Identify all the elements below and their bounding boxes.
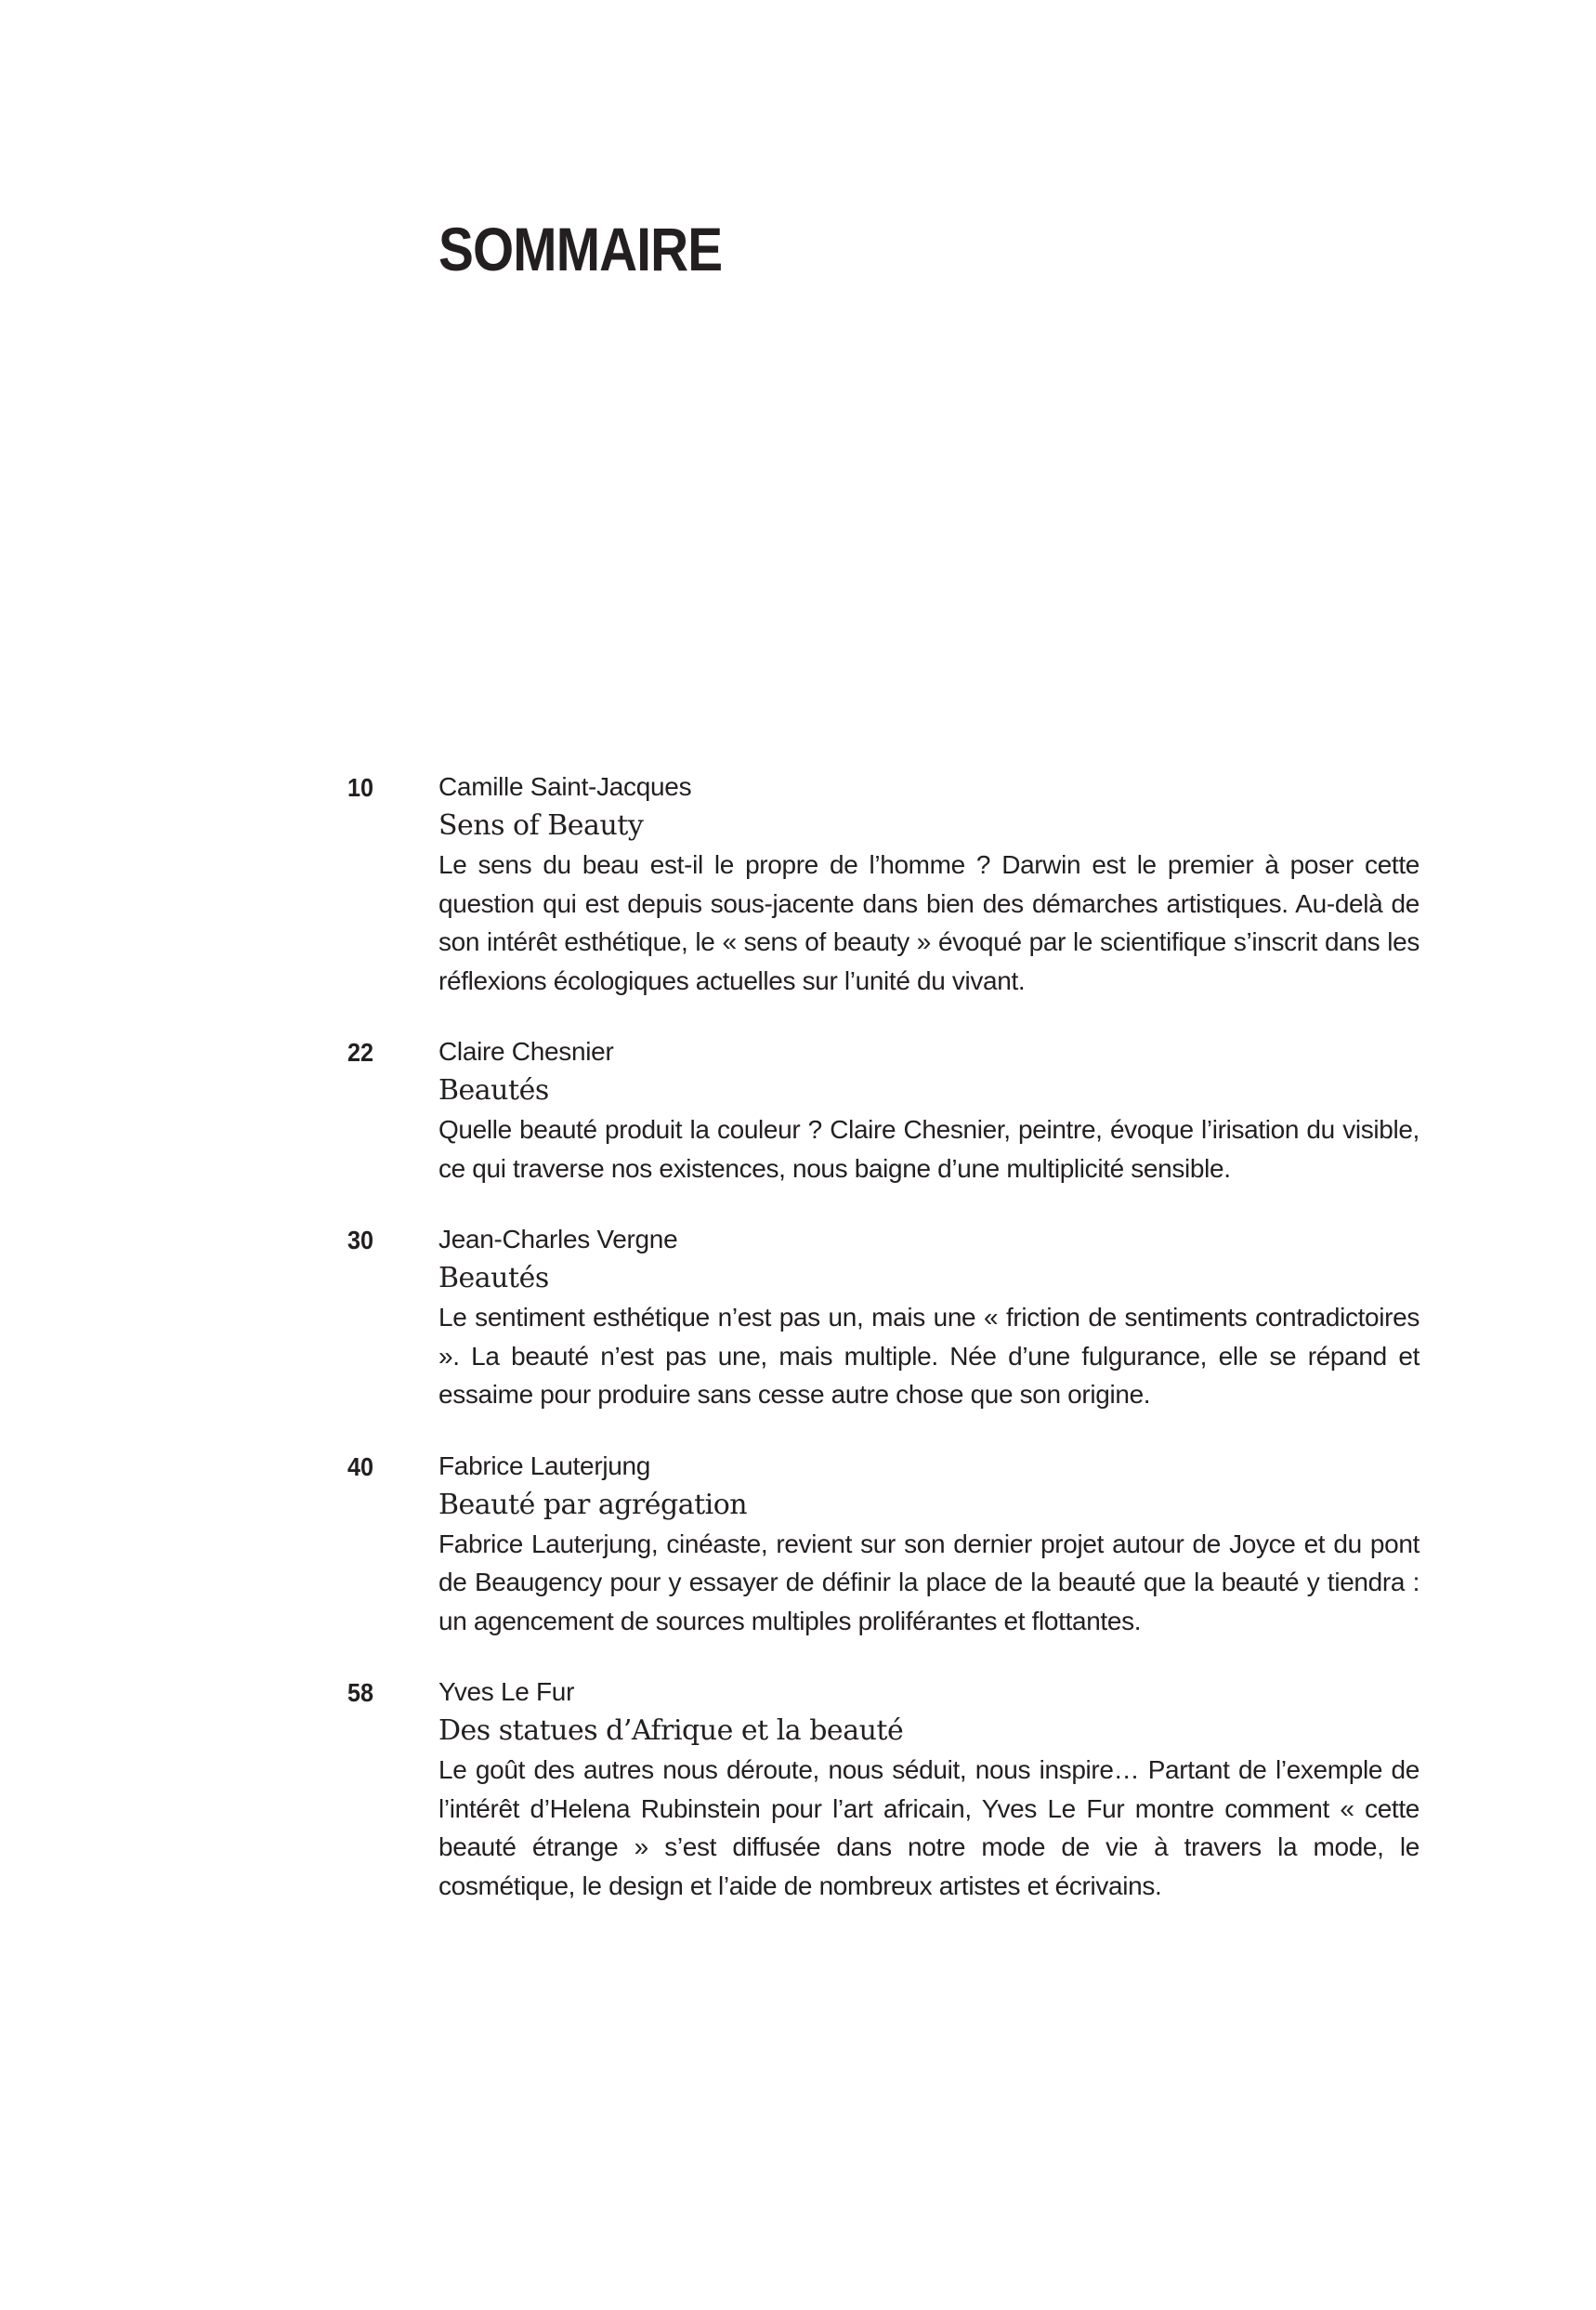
entry-body: [438, 768, 1419, 1000]
toc-entry: [0, 1220, 1596, 1414]
article-title: Beautés: [438, 1262, 549, 1294]
article-abstract: Quelle beauté produit la couleur ? Claire Chesnier, peintre, évoque l’irisation du visible, ce qui traverse nos existences, nous baigne d’une multiplicité sensible.: [438, 1115, 1419, 1183]
page-number: 58: [347, 1678, 374, 1707]
entry-body: [438, 1673, 1419, 1905]
entry-body: [438, 1220, 1419, 1414]
author-name: Camille Saint-Jacques: [438, 772, 692, 801]
entry-body: [438, 1032, 1419, 1188]
article-abstract: Fabrice Lauterjung, cinéaste, revient sur son dernier projet autour de Joyce et du pont de Beaugency pour y essayer de définir la place de la beauté que la beauté y tiendra : un agencement de sources multiples proliférantes et flottantes.: [438, 1529, 1419, 1635]
page-number: 22: [347, 1038, 374, 1067]
toc-entry: [0, 1673, 1596, 1905]
page-number: 10: [347, 773, 374, 802]
toc-entry: [0, 768, 1596, 1000]
toc-entry: [0, 1032, 1596, 1188]
article-abstract: Le sentiment esthétique n’est pas un, mais une « friction de sentiments contradictoires ». La beauté n’est pas une, mais multiple. Née d’une fulgurance, elle se répand et essaime pour produire sans cesse autre chose que son origine.: [438, 1303, 1419, 1409]
author-name: Claire Chesnier: [438, 1037, 614, 1066]
article-abstract: Le goût des autres nous déroute, nous séduit, nous inspire… Partant de l’exemple de l’intérêt d’Helena Rubinstein pour l’art africain, Yves Le Fur montre comment « cette beauté étrange » s’est diffusée dans notre mode de vie à travers la mode, le cosmétique, le design et l’aide de nombreux artistes et écrivains.: [438, 1755, 1419, 1900]
article-abstract: Le sens du beau est-il le propre de l’homme ? Darwin est le premier à poser cette question qui est depuis sous-jacente dans bien des démarches artistiques. Au-delà de son intérêt esthétique, le « sens of beauty » évoqué par le scientifique s’inscrit dans les réflexions écologiques actuelles sur l’unité du vivant.: [438, 850, 1419, 995]
page-title: SOMMAIRE: [438, 215, 723, 283]
page-number: 40: [347, 1451, 374, 1481]
toc-entry: [0, 1447, 1596, 1641]
entry-body: [438, 1447, 1419, 1641]
author-name: Yves Le Fur: [438, 1677, 575, 1706]
article-title: Des statues d’Afrique et la beauté: [438, 1714, 904, 1747]
author-name: Fabrice Lauterjung: [438, 1450, 651, 1480]
article-title: Beautés: [438, 1074, 549, 1107]
page-number: 30: [347, 1226, 374, 1254]
author-name: Jean-Charles Vergne: [438, 1225, 678, 1253]
article-title: Beauté par agrégation: [438, 1488, 748, 1521]
article-title: Sens of Beauty: [438, 809, 644, 842]
table-of-contents: [0, 768, 1596, 1937]
